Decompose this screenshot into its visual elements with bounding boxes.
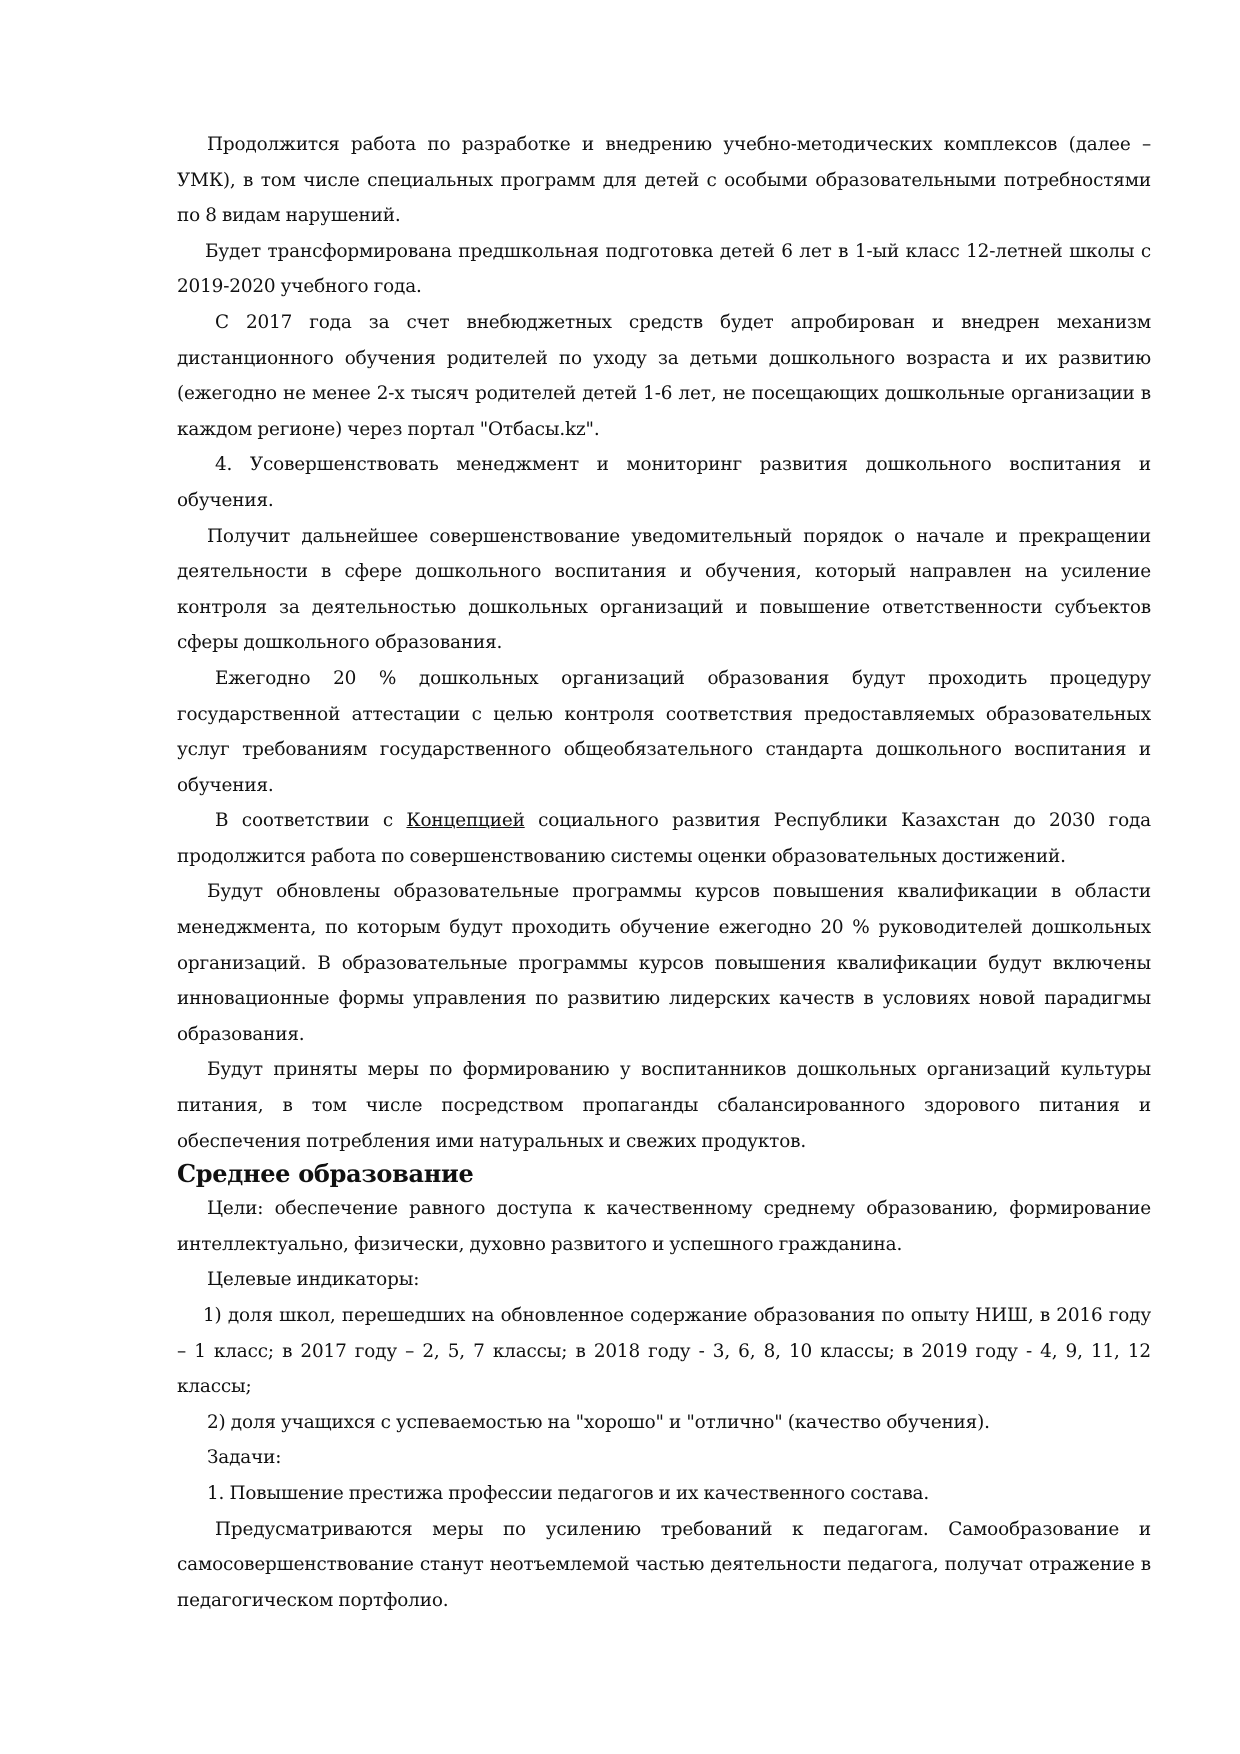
concept-text-before: В соответствии с — [215, 810, 407, 832]
paragraph-qualification-courses: Будут обновлены образовательные программы курсов повышения квалификации в области менеджмента, по которым будут проходить обучение ежегодно 20 % руководителей дошкольных организаций. В образовательные программы курсов повышения квалификации будут включены инновационные формы управления по развитию лидерских качеств в условиях новой парадигмы образования. — [177, 881, 1151, 1045]
paragraph-task-4: 4. Усовершенствовать менеджмент и мониторинг развития дошкольного воспитания и обучения. — [177, 454, 1151, 511]
task-1: 1. Повышение престижа профессии педагогов и их качественного состава. — [207, 1482, 930, 1504]
indicator-1: 1) доля школ, перешедших на обновленное содержание образования по опыту НИШ, в 2016 году – 1 класс; в 2017 году – 2, 5, 7 классы; в 2018 году - 3, 6, 8, 10 классы; в 2019 году - 4, 9, 11, 12 классы; — [177, 1305, 1151, 1398]
paragraph-umk: Продолжится работа по разработке и внедрению учебно-методических комплексов (далее – УМК), в том числе специальных программ для детей с особыми образовательными потребностями по 8 видам нарушений. — [177, 134, 1151, 227]
indicators-label: Целевые индикаторы: — [207, 1269, 420, 1291]
paragraph-distance-learning: С 2017 года за счет внебюджетных средств будет апробирован и внедрен механизм дистанционного обучения родителей по уходу за детьми дошкольного возраста и их развитию (ежегодно не менее 2-х тысяч родителей детей 1-6 лет, не посещающих дошкольные организации в каждом регионе) через портал "Отбасы.kz". — [177, 311, 1151, 440]
paragraph-goals: Цели: обеспечение равного доступа к качественному среднему образованию, формирование интеллектуально, физически, духовно развитого и успешного гражданина. — [177, 1198, 1151, 1255]
paragraph-notification-order: Получит дальнейшее совершенствование уведомительный порядок о начале и прекращении деятельности в сфере дошкольного воспитания и обучения, который направлен на усиление контроля за деятельностью дошкольных организаций и повышение ответственности субъектов сферы дошкольного образования. — [177, 525, 1151, 654]
document-page — [177, 127, 1151, 1618]
indicator-2: 2) доля учащихся с успеваемостью на "хорошо" и "отлично" (качество обучения). — [207, 1411, 990, 1433]
concept-text-after: социального развития Республики Казахстан до 2030 года продолжится работа по совершенствованию системы оценки образовательных достижений. — [177, 810, 1151, 867]
tasks-label: Задачи: — [207, 1447, 282, 1469]
section-heading-secondary-education: Среднее образование — [177, 1159, 474, 1189]
concept-link[interactable]: Концепцией — [406, 810, 525, 832]
paragraph-nutrition: Будут приняты меры по формированию у воспитанников дошкольных организаций культуры питания, в том числе посредством пропаганды сбалансированного здорового питания и обеспечения потребления ими натуральных и свежих продуктов. — [177, 1059, 1151, 1152]
paragraph-preschool-transform: Будет трансформирована предшкольная подготовка детей 6 лет в 1-ый класс 12-летней школы с 2019-2020 учебного года. — [177, 240, 1151, 298]
paragraph-concept — [177, 803, 1151, 874]
paragraph-attestation: Ежегодно 20 % дошкольных организаций образования будут проходить процедуру государственной аттестации с целью контроля соответствия предоставляемых образовательных услуг требованиям государственного общеобязательного стандарта дошкольного воспитания и обучения. — [177, 667, 1151, 796]
paragraph-task-1-measures: Предусматриваются меры по усилению требований к педагогам. Самообразование и самосовершенствование станут неотъемлемой частью деятельности педагога, получат отражение в педагогическом портфолио. — [177, 1518, 1151, 1611]
